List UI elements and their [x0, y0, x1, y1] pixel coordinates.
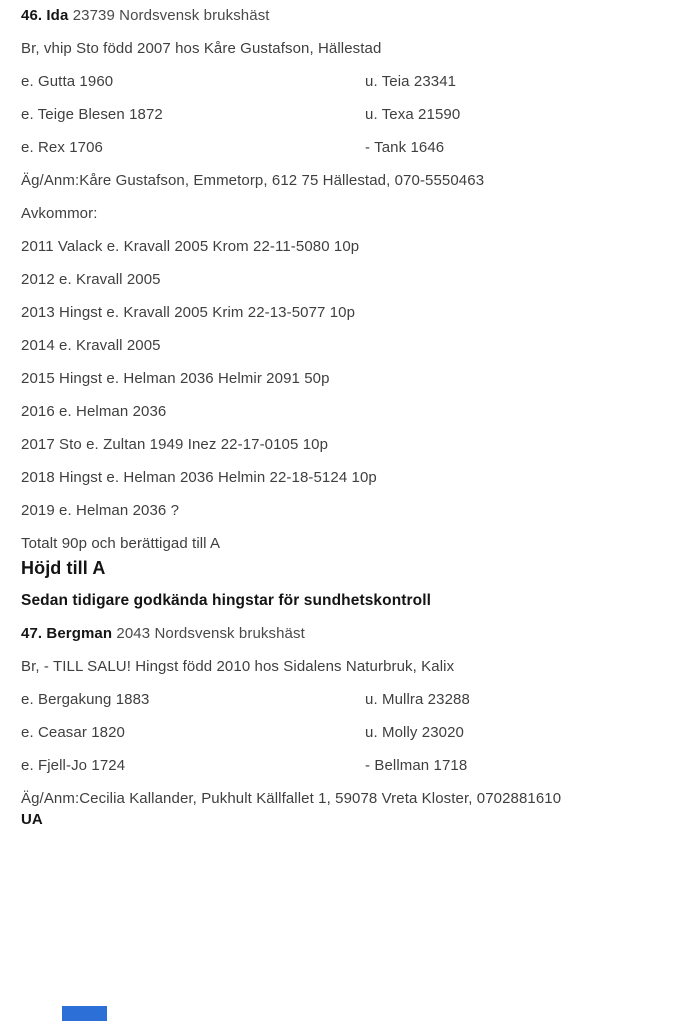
sire-line: e. Teige Blesen 1872	[21, 106, 163, 123]
dam-line: u. Teia 23341	[365, 73, 457, 90]
offspring-line: 2019 e. Helman 2036 ?	[21, 502, 180, 519]
offspring-line: 2018 Hingst e. Helman 2036 Helmin 22-18-5124 10p	[21, 469, 377, 486]
offspring-label: Avkommor:	[21, 205, 98, 222]
sire-line: e. Rex 1706	[21, 139, 103, 156]
entry-46-breed: 23739 Nordsvensk brukshäst	[72, 7, 270, 24]
dam-line: u. Mullra 23288	[365, 691, 470, 708]
entry-46-title	[21, 6, 659, 26]
offspring-line: 2013 Hingst e. Kravall 2005 Krim 22-13-5077 10p	[21, 304, 356, 321]
section-heading: Sedan tidigare godkända hingstar för sundhetskontroll	[21, 592, 432, 609]
dam-line: u. Molly 23020	[365, 724, 464, 741]
highlight-marker	[62, 1006, 107, 1021]
entry-47-verdict: UA	[21, 811, 43, 828]
entry-46-total: Totalt 90p och berättigad till A	[21, 535, 221, 552]
dam-line: - Bellman 1718	[365, 757, 468, 774]
offspring-line: 2016 e. Helman 2036	[21, 403, 167, 420]
offspring-line: 2014 e. Kravall 2005	[21, 337, 161, 354]
offspring-line: 2011 Valack e. Kravall 2005 Krom 22-11-5080 10p	[21, 238, 360, 255]
pedigree-row	[21, 105, 659, 125]
entry-46-verdict: Höjd till A	[21, 558, 106, 578]
offspring-line: 2012 e. Kravall 2005	[21, 271, 161, 288]
pedigree-row	[21, 72, 659, 92]
pedigree-row	[21, 723, 659, 743]
offspring-line: 2017 Sto e. Zultan 1949 Inez 22-17-0105 10p	[21, 436, 329, 453]
entry-47-owner: Äg/Anm:Cecilia Kallander, Pukhult Källfallet 1, 59078 Vreta Kloster, 0702881610	[21, 790, 562, 807]
entry-47-breed: 2043 Nordsvensk brukshäst	[116, 625, 305, 642]
entry-47-number-name: 47. Bergman	[21, 625, 113, 642]
entry-46-description: Br, vhip Sto född 2007 hos Kåre Gustafson, Hällestad	[21, 40, 382, 57]
entry-47-description: Br, - TILL SALU! Hingst född 2010 hos Sidalens Naturbruk, Kalix	[21, 658, 455, 675]
entry-46-owner: Äg/Anm:Kåre Gustafson, Emmetorp, 612 75 Hällestad, 070-5550463	[21, 172, 485, 189]
pedigree-row	[21, 138, 659, 158]
sire-line: e. Fjell-Jo 1724	[21, 757, 126, 774]
sire-line: e. Ceasar 1820	[21, 724, 125, 741]
offspring-line: 2015 Hingst e. Helman 2036 Helmir 2091 50p	[21, 370, 330, 387]
sire-line: e. Bergakung 1883	[21, 691, 150, 708]
pedigree-row	[21, 756, 659, 776]
pedigree-row	[21, 690, 659, 710]
entry-47-title	[21, 624, 659, 644]
dam-line: - Tank 1646	[365, 139, 445, 156]
dam-line: u. Texa 21590	[365, 106, 461, 123]
catalog-page	[21, 6, 659, 830]
sire-line: e. Gutta 1960	[21, 73, 114, 90]
entry-46-number-name: 46. Ida	[21, 7, 69, 24]
